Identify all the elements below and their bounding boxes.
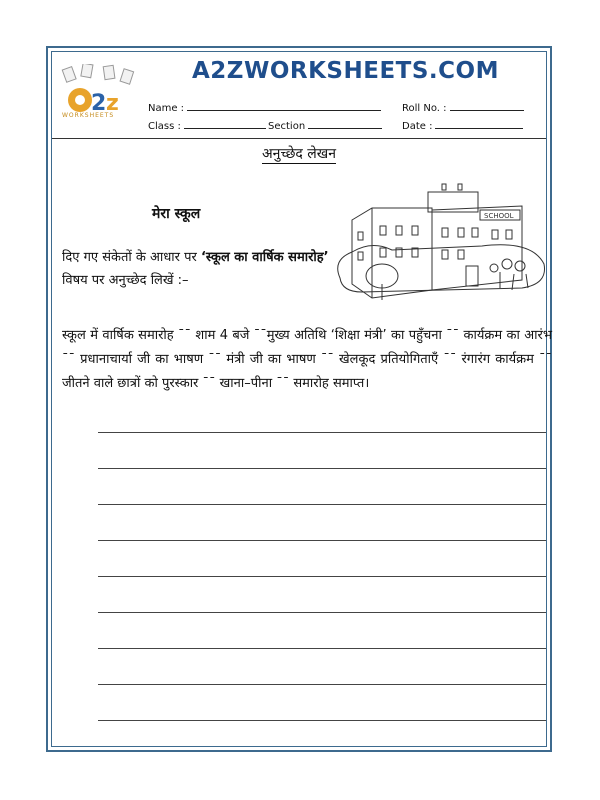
- roll-line: [450, 100, 524, 111]
- worksheet-title-text: अनुच्छेद लेखन: [261, 146, 337, 162]
- class-label: Class :: [148, 121, 181, 132]
- roll-label: Roll No. :: [402, 103, 447, 114]
- instruction-post: विषय पर अनुच्छेद लिखें :–: [62, 273, 189, 288]
- name-label: Name :: [148, 103, 185, 114]
- writing-line[interactable]: [98, 468, 546, 469]
- instruction-topic: ‘स्कूल का वार्षिक समारोह’: [200, 250, 329, 265]
- school-illustration: [332, 180, 548, 308]
- name-field: [148, 100, 381, 114]
- name-line: [187, 100, 381, 111]
- section-label: Section: [268, 121, 306, 132]
- date-label: Date :: [402, 121, 433, 132]
- hint-points: स्कूल में वार्षिक समारोह ¯¯ शाम 4 बजे ¯¯मुख्य अतिथि ‘शिक्षा मंत्री’ का पहुँचना ¯¯ कार्यक्रम का आरंभ ¯¯ प्रधानाचार्या जी का भाषण ¯¯ मंत्री जी का भाषण ¯¯ खेलकूद प्रतियोगिताएँ ¯¯ रंगारंग कार्यक्रम ¯¯ जीतने वाले छात्रों को पुरस्कार ¯¯ खाना–पीना ¯¯ समारोह समाप्त।: [62, 328, 552, 391]
- writing-line[interactable]: [98, 648, 546, 649]
- school-sign-text: SCHOOL: [484, 212, 514, 220]
- writing-line[interactable]: [98, 684, 546, 685]
- section-field: [268, 118, 382, 132]
- instruction: [62, 246, 336, 292]
- date-field: [402, 118, 523, 132]
- writing-line[interactable]: [98, 576, 546, 577]
- writing-line[interactable]: [98, 720, 546, 721]
- writing-line[interactable]: [98, 612, 546, 613]
- class-field: [148, 118, 266, 132]
- section-line: [308, 118, 382, 129]
- worksheet-inner-border: [51, 51, 552, 747]
- writing-line[interactable]: [98, 432, 546, 433]
- worksheet-header: [52, 52, 546, 139]
- svg-text:2: 2: [91, 91, 107, 116]
- class-line: [184, 118, 266, 129]
- svg-text:z: z: [106, 91, 119, 116]
- logo-subtext: WORKSHEETS: [62, 112, 115, 119]
- worksheet-title: [52, 144, 546, 163]
- writing-line[interactable]: [98, 540, 546, 541]
- subject-heading: मेरा स्कूल: [152, 206, 201, 222]
- roll-field: [402, 100, 524, 114]
- writing-line[interactable]: [98, 504, 546, 505]
- worksheet-frame: [46, 46, 552, 752]
- date-line: [435, 118, 523, 129]
- instruction-pre: दिए गए संकेतों के आधार पर: [62, 250, 201, 265]
- site-title: A2ZWORKSHEETS.COM: [192, 58, 499, 84]
